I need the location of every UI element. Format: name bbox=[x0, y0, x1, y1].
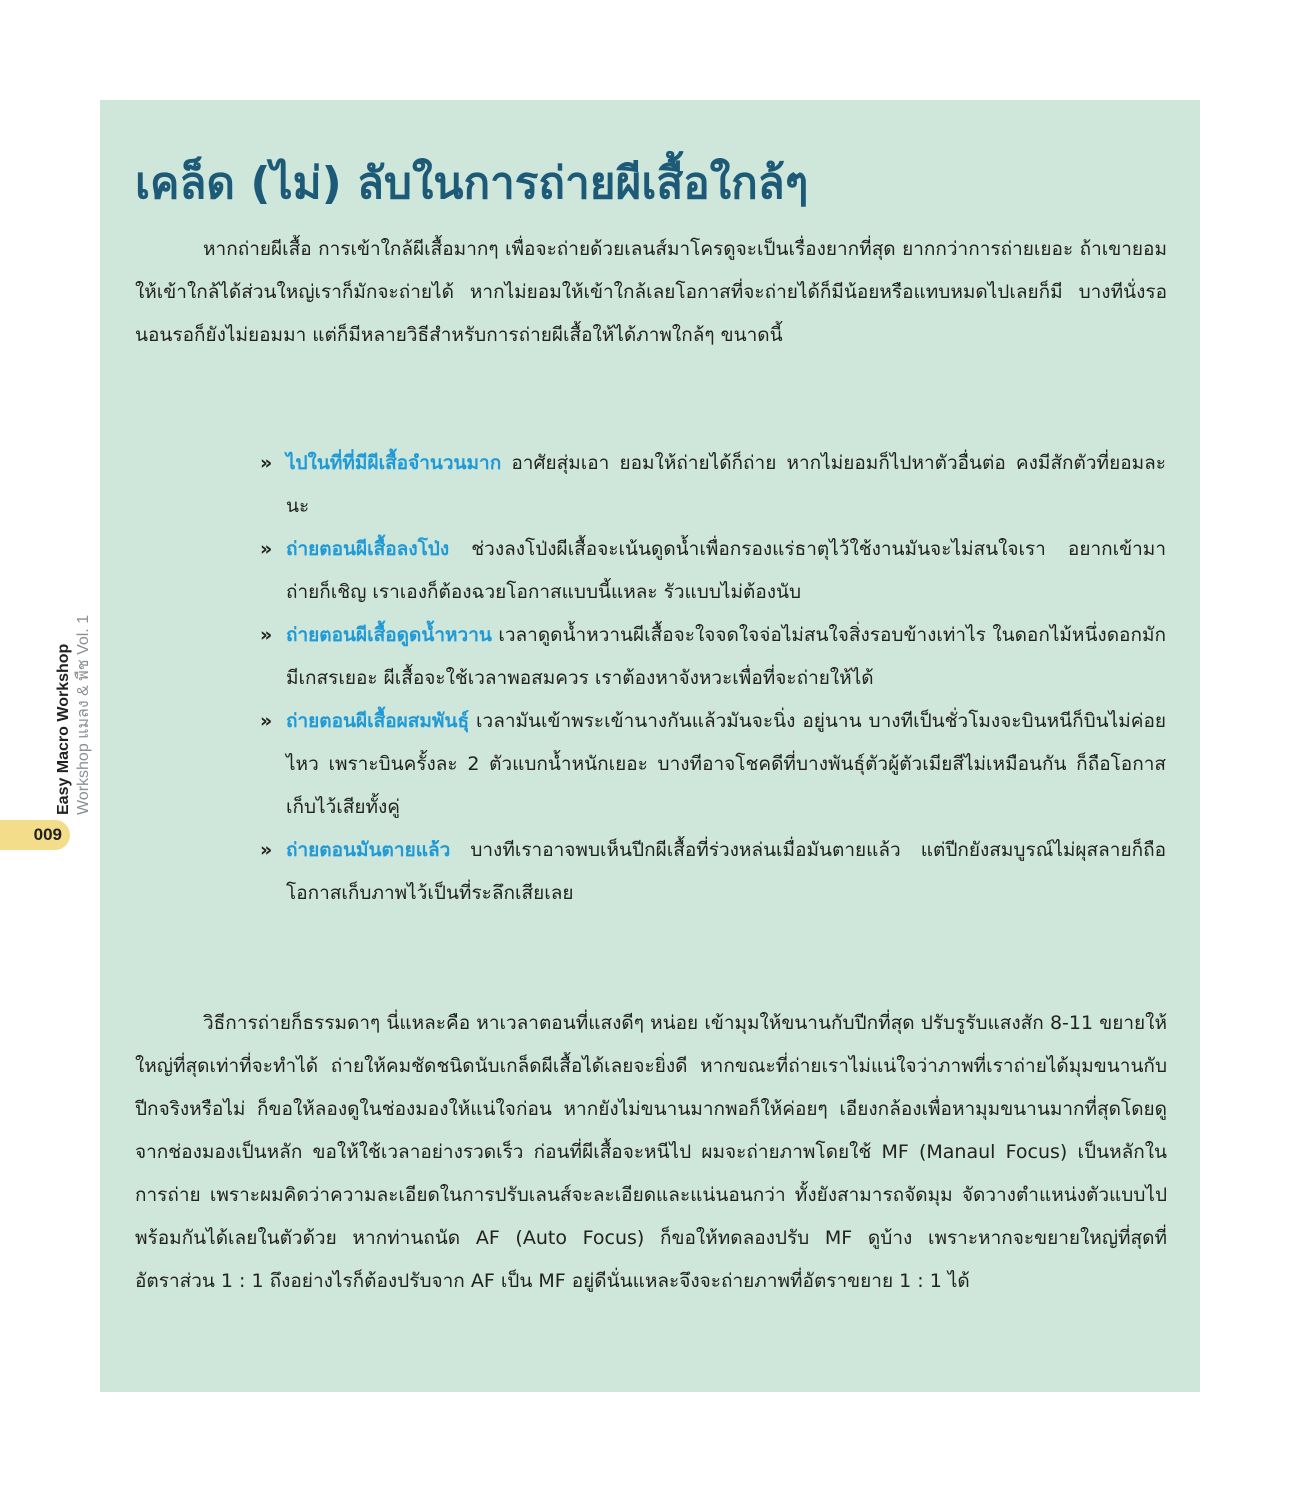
list-item bbox=[260, 829, 1166, 915]
tip-heading: ถ่ายตอนผีเสื้อลงโป่ง bbox=[286, 538, 450, 560]
book-subtitle: Workshop แมลง & พืช Vol. 1 bbox=[75, 614, 92, 815]
page-number-tab bbox=[0, 820, 70, 850]
list-item bbox=[260, 442, 1166, 528]
bullet-marker: » bbox=[260, 452, 273, 474]
list-item bbox=[260, 614, 1166, 700]
bullet-marker: » bbox=[260, 538, 273, 560]
tip-text: อาศัยสุ่มเอา ยอมให้ถ่ายได้ก็ถ่าย หากไม่ยอมก็ไปหาตัวอื่นต่อ คงมีสักตัวที่ยอมละนะ bbox=[286, 452, 1166, 517]
bullet-marker: » bbox=[260, 710, 273, 732]
list-item bbox=[260, 528, 1166, 614]
tip-text: เวลาดูดน้ำหวานผีเสื้อจะใจจดใจจ่อไม่สนใจสิ่งรอบข้างเท่าไร ในดอกไม้หนึ่งดอกมักมีเกสรเยอะ ผีเสื้อจะใช้เวลาพอสมควร เราต้องหาจังหวะเพื่อที่จะถ่ายให้ได้ bbox=[286, 624, 1166, 689]
tip-heading: ถ่ายตอนผีเสื้อดูดน้ำหวาน bbox=[286, 624, 492, 646]
intro-paragraph: หากถ่ายผีเสื้อ การเข้าใกล้ผีเสื้อมากๆ เพื่อจะถ่ายด้วยเลนส์มาโครดูจะเป็นเรื่องยากที่สุด ยากกว่าการถ่ายเยอะ ถ้าเขายอมให้เข้าใกล้ได้ส่วนใหญ่เราก็มักจะถ่ายได้ หากไม่ยอมให้เข้าใกล้เลยโอกาสที่จะถ่ายได้ก็มีน้อยหรือแทบหมดไปเลยก็มี บางทีนั่งรอนอนรอก็ยังไม่ยอมมา แต่ก็มีหลายวิธีสำหรับการถ่ายผีเสื้อให้ได้ภาพใกล้ๆ ขนาดนี้ bbox=[135, 238, 1167, 346]
tip-heading: ถ่ายตอนมันตายแล้ว bbox=[286, 839, 451, 861]
page-number: 009 bbox=[33, 825, 62, 844]
tip-heading: ถ่ายตอนผีเสื้อผสมพันธุ์ bbox=[286, 710, 470, 732]
tip-text: ช่วงลงโป่งผีเสื้อจะเน้นดูดน้ำเพื่อกรองแร่ธาตุไว้ใช้งานมันจะไม่สนใจเรา อยากเข้ามาถ่ายก็เชิญ เราเองก็ต้องฉวยโอกาสแบบนี้แหละ รัวแบบไม่ต้องนับ bbox=[286, 538, 1166, 603]
spine-text bbox=[54, 615, 94, 815]
bullet-marker: » bbox=[260, 624, 273, 646]
tip-heading: ไปในที่ที่มีผีเสื้อจำนวนมาก bbox=[286, 452, 502, 474]
book-title: Easy Macro Workshop bbox=[55, 643, 72, 815]
tip-text: บางทีเราอาจพบเห็นปีกผีเสื้อที่ร่วงหล่นเมื่อมันตายแล้ว แต่ปีกยังสมบูรณ์ไม่ผุสลายก็ถือโอกาสเก็บภาพไว้เป็นที่ระลึกเสียเลย bbox=[286, 839, 1166, 904]
bullet-marker: » bbox=[260, 839, 273, 861]
list-item bbox=[260, 700, 1166, 829]
method-paragraph: วิธีการถ่ายก็ธรรมดาๆ นี่แหละคือ หาเวลาตอนที่แสงดีๆ หน่อย เข้ามุมให้ขนานกับปีกที่สุด ปรับรูรับแสงสัก 8-11 ขยายให้ใหญ่ที่สุดเท่าที่จะทำได้ ถ่ายให้คมชัดชนิดนับเกล็ดผีเสื้อได้เลยจะยิ่งดี หากขณะที่ถ่ายเราไม่แน่ใจว่าภาพที่เราถ่ายได้มุมขนานกับปีกจริงหรือไม่ ก็ขอให้ลองดูในช่องมองให้แน่ใจก่อน หากยังไม่ขนานมากพอก็ให้ค่อยๆ เอียงกล้องเพื่อหามุมขนานมากที่สุดโดยดูจากช่องมองเป็นหลัก ขอให้ใช้เวลาอย่างรวดเร็ว ก่อนที่ผีเสื้อจะหนีไป ผมจะถ่ายภาพโดยใช้ MF (Manaul Focus) เป็นหลักในการถ่าย เพราะผมคิดว่าความละเอียดในการปรับเลนส์จะละเอียดและแน่นอนกว่า ทั้งยังสามารถจัดมุม จัดวางตำแหน่งตัวแบบไปพร้อมกันได้เลยในตัวด้วย หากท่านถนัด AF (Auto Focus) ก็ขอให้ทดลองปรับ MF ดูบ้าง เพราะหากจะขยายใหญ่ที่สุดที่อัตราส่วน 1 : 1 ถึงอย่างไรก็ต้องปรับจาก AF เป็น MF อยู่ดีนั่นแหละจึงจะถ่ายภาพที่อัตราขยาย 1 : 1 ได้ bbox=[135, 1012, 1167, 1292]
tips-list bbox=[260, 442, 1166, 915]
book-spine-label bbox=[28, 600, 92, 815]
article-title: เคล็ด (ไม่) ลับในการถ่ายผีเสื้อใกล้ๆ bbox=[135, 158, 809, 209]
tip-text: เวลามันเข้าพระเข้านางกันแล้วมันจะนิ่ง อยู่นาน บางทีเป็นชั่วโมงจะบินหนีก็บินไม่ค่อยไหว เพราะบินครั้งละ 2 ตัวแบกน้ำหนักเยอะ บางทีอาจโชคดีที่บางพันธุ์ตัวผู้ตัวเมียสีไม่เหมือนกัน ก็ถือโอกาสเก็บไว้เสียทั้งคู่ bbox=[286, 710, 1166, 818]
